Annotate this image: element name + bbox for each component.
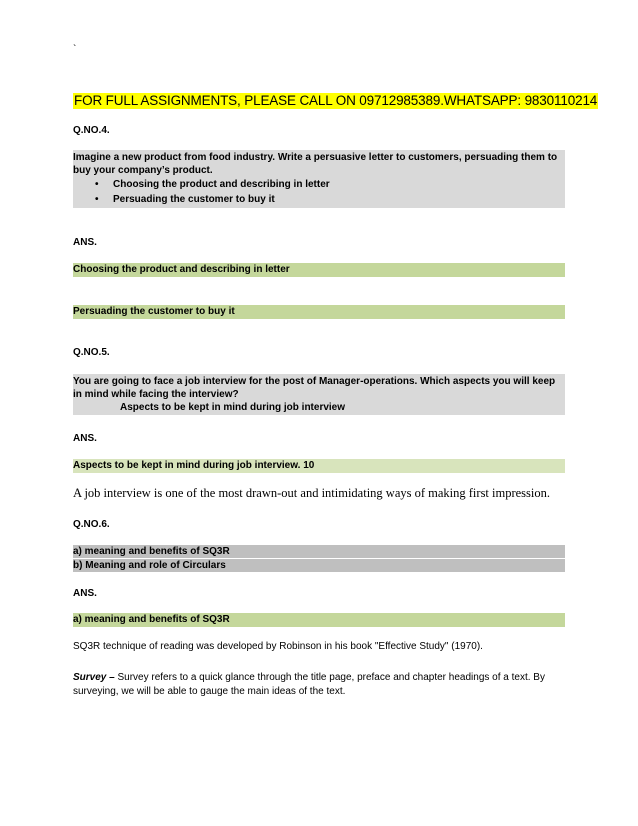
q6-ans-label: ANS. bbox=[73, 588, 97, 599]
q6-survey-paragraph bbox=[73, 671, 565, 698]
q6-label: Q.NO.6. bbox=[73, 519, 110, 530]
survey-text: Survey refers to a quick glance through the title page, preface and chapter headings of a text. By surveying, we will be able to gauge the main ideas of the text. bbox=[73, 672, 545, 697]
stray-mark: ` bbox=[73, 44, 77, 55]
q5-question-block bbox=[73, 374, 565, 415]
q5-heading: Aspects to be kept in mind during job interview. 10 bbox=[73, 459, 565, 473]
promo-banner: FOR FULL ASSIGNMENTS, PLEASE CALL ON 09712985389.WHATSAPP: 9830110214 bbox=[74, 93, 598, 108]
q6-question-b: b) Meaning and role of Circulars bbox=[73, 560, 226, 571]
q5-ans-label: ANS. bbox=[73, 433, 97, 444]
list-item: • Choosing the product and describing in letter bbox=[95, 179, 330, 190]
q5-body: A job interview is one of the most drawn-out and intimidating ways of making first impression. bbox=[73, 486, 551, 500]
survey-term: Survey – bbox=[73, 672, 115, 683]
q4-heading-2: Persuading the customer to buy it bbox=[73, 305, 565, 319]
q4-question: Imagine a new product from food industry. Write a persuasive letter to customers, persuading them to buy your company’s product. bbox=[73, 152, 558, 176]
q5-label: Q.NO.5. bbox=[73, 347, 110, 358]
q5-question: You are going to face a job interview for the post of Manager-operations. Which aspects you will keep in mind while facing the interview? bbox=[73, 376, 556, 400]
q5-subpoint: Aspects to be kept in mind during job interview bbox=[120, 402, 346, 413]
q6-question-a: a) meaning and benefits of SQ3R bbox=[73, 545, 565, 559]
q4-question-block bbox=[73, 150, 565, 208]
q4-label: Q.NO.4. bbox=[73, 125, 110, 136]
q4-bullets bbox=[73, 177, 565, 207]
list-item: • Persuading the customer to buy it bbox=[95, 194, 275, 205]
q6-question-block bbox=[73, 545, 565, 572]
q4-heading-1: Choosing the product and describing in letter bbox=[73, 263, 565, 277]
q4-ans-label: ANS. bbox=[73, 237, 97, 248]
q6-paragraph-1: SQ3R technique of reading was developed by Robinson in his book "Effective Study" (1970). bbox=[73, 641, 483, 652]
q6-heading: a) meaning and benefits of SQ3R bbox=[73, 613, 565, 627]
